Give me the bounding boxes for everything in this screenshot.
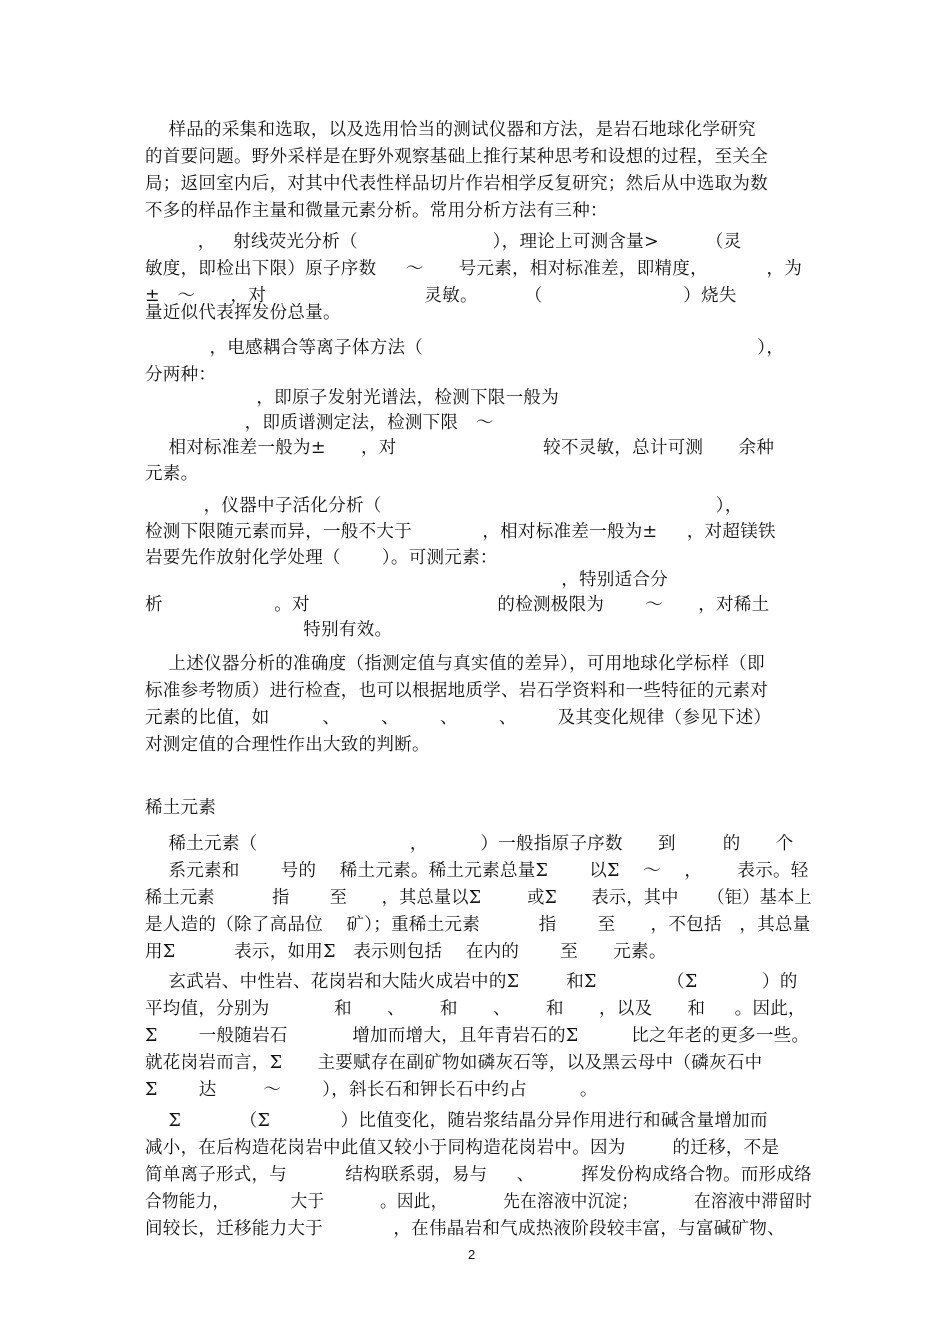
text-line: ， 射线荧光分析（ ），理论上可测含量> （灵 [145, 232, 742, 252]
text-line: 析 。对 的检测极限为 ～ ，对稀土 [145, 595, 770, 615]
text-line: 就花岗岩而言，Σ 主要赋存在副矿物如磷灰石等，以及黑云母中（磷灰石中 [145, 1053, 763, 1073]
text-line: 样品的采集和选取，以及选用恰当的测试仪器和方法，是岩石地球化学研究 [145, 120, 756, 140]
text-line: 分两种： [145, 365, 217, 385]
text-line: 简单离子形式，与 结构联系弱，易与 、 挥发份构成络合物。而形成络 [145, 1165, 812, 1185]
text-line: 检测下限随元素而异，一般不大于 ，相对标准差一般为± ，对超镁铁 [145, 522, 776, 542]
text-line: 敏度，即检出下限）原子序数 ～ 号元素，相对标准差，即精度， ，为 [145, 259, 803, 279]
text-line: 对测定值的合理性作出大致的判断。 [145, 735, 430, 755]
text-line: ，即质谱测定法，检测下限 ～ [145, 413, 494, 433]
text-line: 用Σ 表示，如用Σ 表示则包括 在内的 至 元素。 [145, 942, 667, 962]
text-line: 量近似代表挥发份总量。 [145, 303, 341, 323]
text-line: 玄武岩、中性岩、花岗岩和大陆火成岩中的Σ 和Σ （Σ ）的 [145, 972, 798, 992]
text-line: 局；返回室内后，对其中代表性样品切片作岩相学反复研究；然后从中选取为数 [145, 174, 768, 194]
page-number: 2 [468, 1247, 476, 1262]
text-line: ，特别适合分 [145, 570, 669, 590]
text-line: 标准参考物质）进行检查，也可以根据地质学、岩石学资料和一些特征的元素对 [145, 681, 768, 701]
text-line: Σ （Σ ）比值变化，随岩浆结晶分异作用进行和碱含量增加而 [145, 1111, 768, 1131]
text-line: 平均值，分别为 和 、 和 、 和 ，以及 和 。因此， [145, 999, 806, 1019]
text-line: 稀土元素 指 至 ，其总量以Σ 或Σ 表示，其中 （钜）基本上 [145, 888, 812, 908]
text-line: 特别有效。 [145, 620, 393, 640]
section-heading: 稀土元素 [145, 798, 217, 818]
text-line: ± ～ ，对 灵敏。 （ ）烧失 [145, 286, 737, 306]
text-line: Σ 一般随岩石 增加而增大，且年青岩石的Σ 比之年老的更多一些。 [145, 1026, 810, 1046]
text-line: ，电感耦合等离子体方法（ ）， [145, 338, 785, 358]
text-line: 元素。 [145, 464, 199, 484]
text-line: ，仪器中子活化分析（ ）， [145, 496, 743, 516]
text-line: ，即原子发射光谱法，检测下限一般为 [145, 388, 559, 408]
text-line: 相对标准差一般为± ，对 较不灵敏，总计可测 余种 [145, 438, 775, 458]
text-line: 的首要问题。野外采样是在野外观察基础上推行某种思考和设想的过程，至关全 [145, 147, 768, 167]
text-line: 不多的样品作主量和微量元素分析。常用分析方法有三种： [145, 201, 608, 221]
text-line: 是人造的（除了高品位 矿）；重稀土元素 指 至 ，不包括 ，其总量 [145, 915, 811, 935]
text-line: Σ 达 ～ ），斜长石和钾长石中约占 。 [145, 1080, 598, 1100]
text-line: 间较长，迁移能力大于 ，在伟晶岩和气成热液阶段较丰富，与富碱矿物、 [145, 1219, 785, 1239]
text-line: 上述仪器分析的准确度（指测定值与真实值的差异），可用地球化学标样（即 [145, 654, 765, 674]
text-line: 减小，在后构造花岗岩中此值又较小于同构造花岗岩中。因为 的迁移，不是 [145, 1138, 780, 1158]
text-line: 岩要先作放射化学处理（ ）。可测元素： [145, 548, 498, 568]
text-line: 合物能力， 大于 。因此， 先在溶液中沉淀； 在溶液中滞留时 [145, 1192, 813, 1212]
text-line: 元素的比值，如 、 、 、 、 及其变化规律（参见下述） [145, 708, 772, 728]
text-line: 稀土元素（ ， ）一般指原子序数 到 的 个 [145, 834, 794, 854]
text-line: 系元素和 号的 稀土元素。稀土元素总量Σ 以Σ ～ ， 表示。轻 [145, 861, 809, 881]
